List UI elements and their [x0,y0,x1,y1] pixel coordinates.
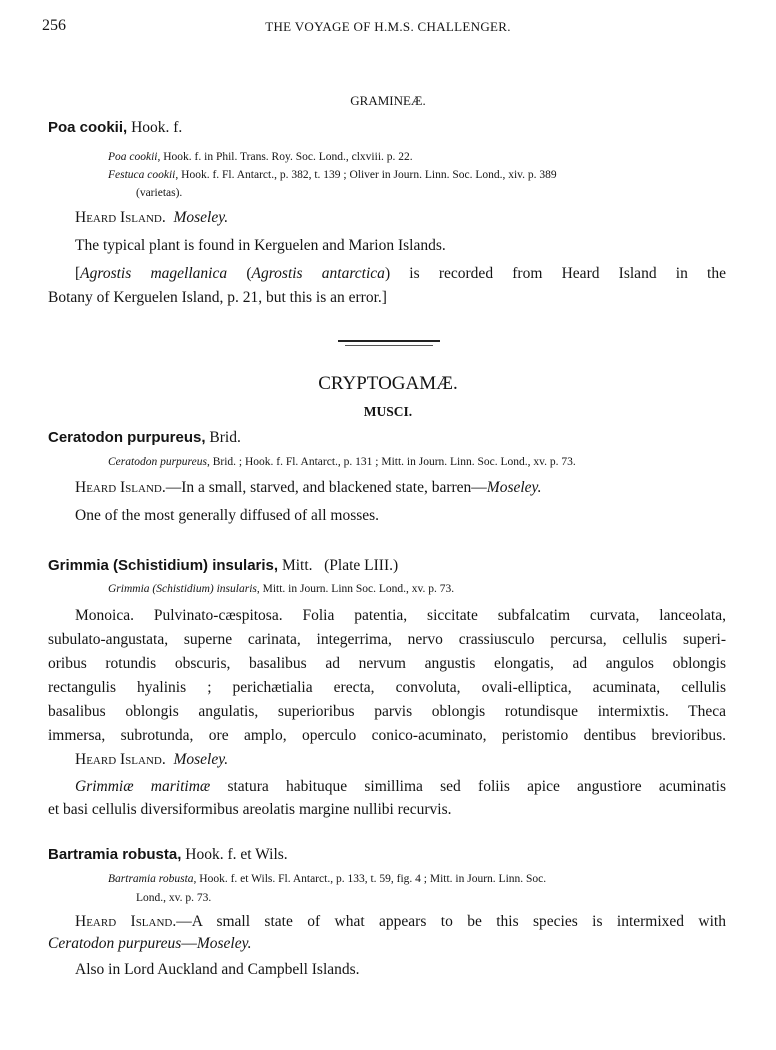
locality-line [75,912,726,932]
comparison [75,777,726,797]
running-title: THE VOYAGE OF H.M.S. CHALLENGER. [265,19,511,34]
species-author: Hook. f. [127,119,183,136]
taxon: Agrostis magellanica [80,265,228,282]
description-line: basalibus oblongis angulatis, superioribus parvis oblongis rotundisque intermixtis. Theca [48,703,726,720]
section-heading-cryptogamae: CRYPTOGAMÆ. [318,373,458,394]
species-name: Grimmia (Schistidium) insularis, [48,557,279,574]
locality-text: —In a small, starved, and blackened state, barren— [165,479,487,496]
citation [108,149,413,165]
note: The typical plant is found in Kerguelen and Marion Islands. [75,237,446,254]
note: Also in Lord Auckland and Campbell Islands. [75,961,360,978]
comparison-line2: et basi cellulis diversiformibus areolatis margine nullibi recurvis. [48,801,452,818]
citation-taxon: Poa cookii [108,151,158,163]
species-author: Hook. f. et Wils. [181,846,288,863]
citation-taxon: Bartramia robusta [108,873,194,885]
description-line: oribus rotundis obscuris, basalibus ad nervum angustis elongatis, ad angulos oblongis [48,655,726,672]
section-divider [345,345,433,346]
dash: — [181,935,197,952]
citation-taxon: Festuca cookii [108,169,176,181]
description-line: Monoica. Pulvinato-cæspitosa. Folia patentia, siccitate subfalcatim curvata, lanceolata, [75,607,726,624]
description-line: immersa, subrotunda, ore amplo, operculo conico-acuminato, peristomio dentibus brevioribus. [48,727,726,744]
collector: Moseley. [173,751,229,768]
species-name: Ceratodon purpureus, [48,429,206,446]
species-entry-ceratodon [48,428,241,448]
taxon: Ceratodon purpureus [48,935,182,952]
citation-text: , Hook. f. in Phil. Trans. Roy. Soc. Lond., clxviii. p. 22. [157,151,413,163]
page-number: 256 [42,17,66,34]
collector: Moseley. [486,479,542,496]
subheading-musci: MUSCI. [363,404,413,419]
species-name: Poa cookii, [48,119,128,136]
locality: Heard Island. [75,913,177,930]
section-heading-gramineae: GRAMINEÆ. [350,93,426,108]
locality: Heard Island. [75,479,166,496]
description-line: rectangulis hyalinis ; perichætialia erecta, convoluta, ovali-elliptica, acuminata, cellulis [48,679,726,696]
collector: Moseley. [173,209,229,226]
citation-taxon: Ceratodon purpureus [108,456,207,468]
locality-line [75,750,228,770]
bracket-note [75,264,726,284]
species-entry-bartramia [48,845,288,865]
citation-text: , Hook. f. Fl. Antarct., p. 382, t. 139 ; Oliver in Journ. Linn. Soc. Lond., xiv. p. 389 [175,169,557,181]
taxon: Agrostis antarctica [251,265,385,282]
description-line: subulato-angustata, superne carinata, integerrima, nervo crassiusculo percursa, cellulis superi- [48,631,726,648]
citation-text: , Mitt. in Journ. Linn Soc. Lond., xv. p. 73. [256,583,455,595]
citation [108,871,546,887]
locality-line [75,208,228,228]
taxon: Grimmiæ maritimæ [75,778,211,795]
citation-taxon: Grimmia (Schistidium) insularis [108,583,257,595]
species-author: Mitt. (Plate LIII.) [278,557,399,574]
collector: Moseley. [196,935,252,952]
species-author: Brid. [205,429,241,446]
text: statura habituque simillima sed foliis apice angustiore acuminatis [210,778,726,795]
citation-text: , Brid. ; Hook. f. Fl. Antarct., p. 131 ; Mitt. in Journ. Linn. Soc. Lond., xv. p. 73. [206,456,576,468]
citation-text: , Hook. f. et Wils. Fl. Antarct., p. 133, t. 59, fig. 4 ; Mitt. in Journ. Linn. Soc. [193,873,547,885]
locality-line [75,478,541,498]
locality-line2 [48,934,252,954]
species-name: Bartramia robusta, [48,846,182,863]
citation-continuation: (varietas). [136,187,183,199]
text: ) is recorded from Heard Island in the [384,265,726,282]
bracket: [ [75,265,81,282]
citation [108,581,454,597]
citation [108,454,576,470]
note: One of the most generally diffused of all mosses. [75,507,380,524]
species-entry-grimmia [48,556,398,576]
citation [108,167,557,183]
locality: Heard Island. [75,751,166,768]
locality-text: —A small state of what appears to be this species is intermixed with [176,913,726,930]
text: ( [227,265,252,282]
locality: Heard Island. [75,209,166,226]
bracket-note-line2: Botany of Kerguelen Island, p. 21, but this is an error.] [48,289,387,306]
citation-continuation: Lond., xv. p. 73. [136,892,212,904]
species-entry-poa-cookii [48,118,182,138]
section-divider [338,340,440,342]
